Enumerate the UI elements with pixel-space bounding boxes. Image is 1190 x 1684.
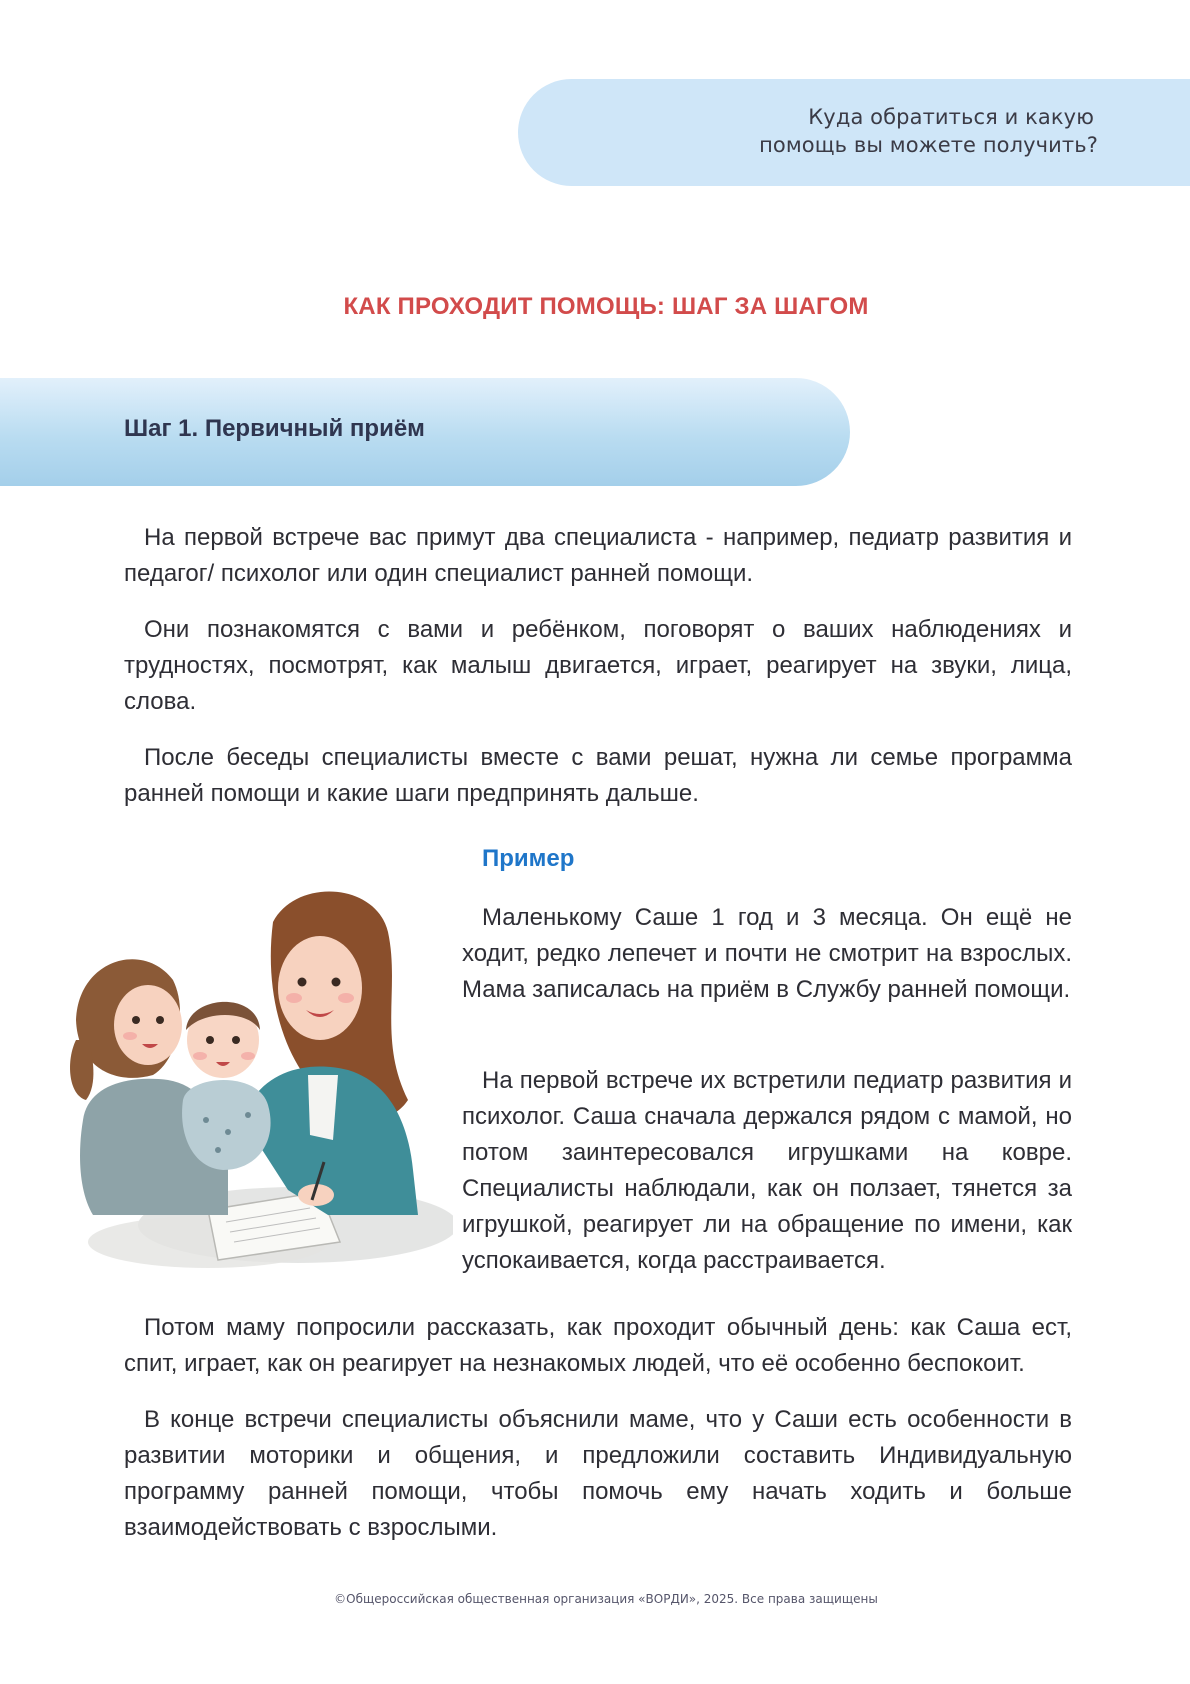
intro-paragraph-2: Они познакомятся с вами и ребёнком, поговорят о ваших наблюдениях и трудностях, посмотрят, как малыш двигается, играет, реагирует на звуки, лица, слова. <box>124 616 1072 715</box>
intro-paragraph-1: На первой встрече вас примут два специалиста - например, педиатр развития и педагог/ психолог или один специалист ранней помощи. <box>124 524 1072 587</box>
example-paragraph-2: На первой встрече их встретили педиатр развития и психолог. Саша сначала держался рядом с мамой, но потом заинтересовался игрушками на ковре. Специалисты наблюдали, как он ползает, тянется за игрушкой, реагирует ли на обращение по имени, как успокаивается, когда расстраивается. <box>462 1067 1072 1274</box>
section-title: КАК ПРОХОДИТ ПОМОЩЬ: ШАГ ЗА ШАГОМ <box>343 293 869 320</box>
example-paragraph-4: В конце встречи специалисты объяснили маме, что у Саши есть особенности в развитии моторики и общения, и предложили составить Индивидуальную программу ранней помощи, чтобы помочь ему начать ходить и больше взаимодействовать с взрослыми. <box>124 1406 1072 1541</box>
header-line-1: Куда обратиться и какую <box>808 105 1094 129</box>
header-line-2: помощь вы можете получить? <box>759 133 1098 157</box>
step-label: Шаг 1. Первичный приём <box>124 415 425 442</box>
family-illustration <box>58 870 453 1280</box>
step-banner <box>0 378 850 486</box>
example-title: Пример <box>482 845 575 872</box>
intro-paragraph-3: После беседы специалисты вместе с вами решат, нужна ли семье программа ранней помощи и какие шаги предпринять дальше. <box>124 744 1072 807</box>
header-pill <box>518 79 1190 186</box>
example-paragraph-3: Потом маму попросили рассказать, как проходит обычный день: как Саша ест, спит, играет, как он реагирует на незнакомых людей, что её особенно беспокоит. <box>124 1314 1072 1377</box>
copyright-footer: ©Общероссийская общественная организация «ВОРДИ», 2025. Все права защищены <box>334 1592 878 1606</box>
example-paragraph-1: Маленькому Саше 1 год и 3 месяца. Он ещё не ходит, редко лепечет и почти не смотрит на взрослых. Мама записалась на приём в Службу ранней помощи. <box>462 904 1072 1003</box>
